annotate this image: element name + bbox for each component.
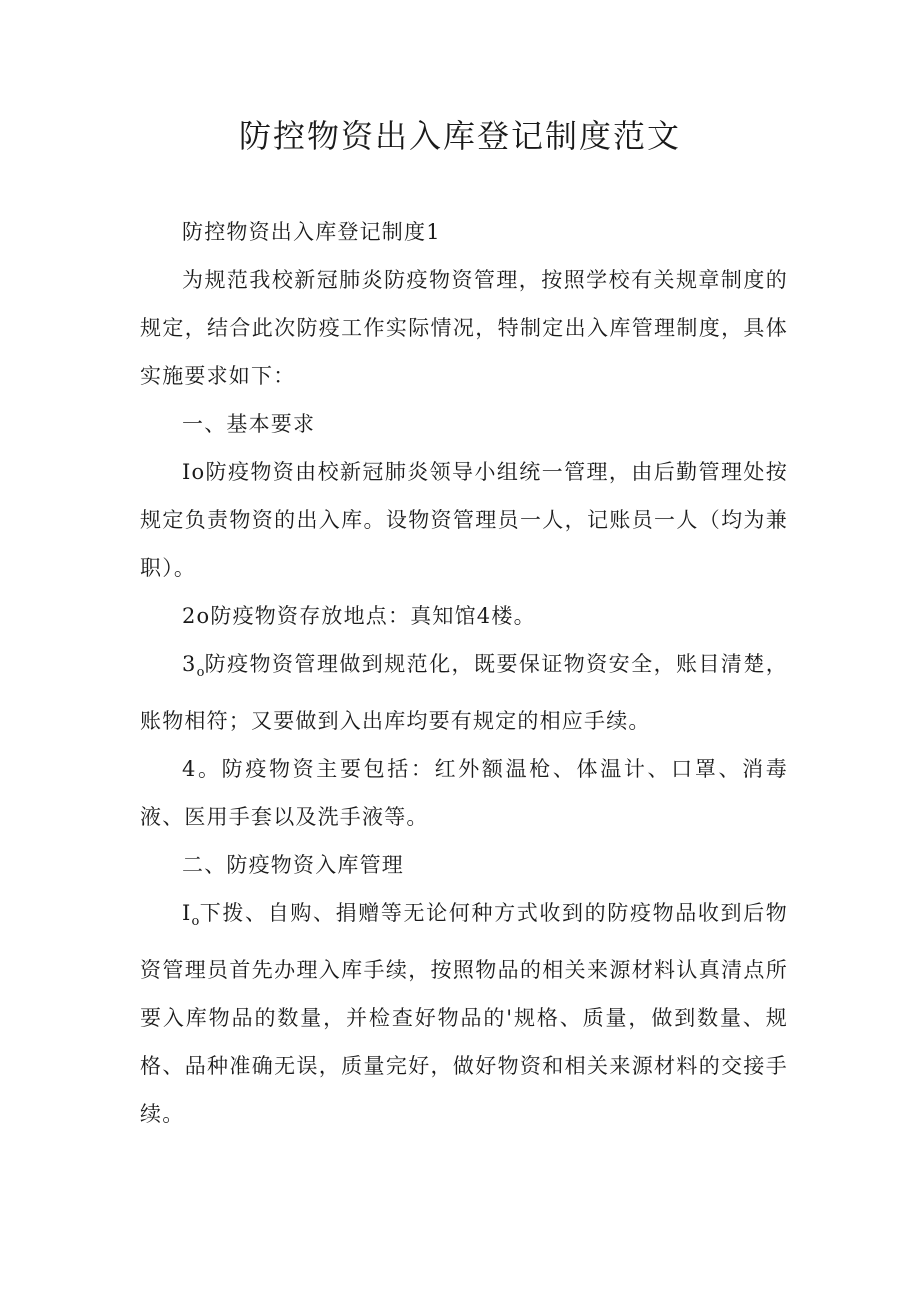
- document-title: 防控物资出入库登记制度范文: [238, 117, 681, 155]
- clause-1: Io防疫物资由校新冠肺炎领导小组统一管理，由后勤管理处按规定负责物资的出入库。设物资管理员一人，记账员一人（均为兼职）。: [140, 460, 788, 580]
- clause-3-text: 防疫物资管理做到规范化，既要保证物资安全，账目清楚，账物相符；又要做到入出库均要有规定的相应手续。: [140, 652, 788, 733]
- document-body: [140, 208, 788, 1138]
- inbound-clause-1-number: I: [182, 901, 192, 925]
- clause-3-number: 3: [182, 652, 197, 676]
- inbound-clause-1-text: 下拨、自购、捐赠等无论何种方式收到的防疫物品收到后物资管理员首先办理入库手续，按照物品的相关来源材料认真清点所要入库物品的数量，并检查好物品的'规格、质量，做到数量、规格、品种准确无误，质量完好，做好物资和相关来源材料的交接手续。: [140, 901, 788, 1126]
- clause-3: [140, 640, 788, 745]
- intro-paragraph: 为规范我校新冠肺炎防疫物资管理，按照学校有关规章制度的规定，结合此次防疫工作实际情况，特制定出入库管理制度，具体实施要求如下：: [140, 268, 788, 388]
- clause-4: 4。防疫物资主要包括：红外额温枪、体温计、口罩、消毒液、医用手套以及洗手液等。: [140, 757, 788, 829]
- clause-2: 2o防疫物资存放地点：真知馆4楼。: [182, 604, 536, 628]
- clause-3-subscript: o: [196, 665, 205, 680]
- section-heading-inbound-management: 二、防疫物资入库管理: [182, 853, 404, 877]
- inbound-clause-1-subscript: o: [191, 914, 200, 929]
- section-heading-basic-requirements: 一、基本要求: [182, 412, 316, 436]
- inbound-clause-1: [140, 889, 788, 1138]
- section-heading-1: 防控物资出入库登记制度1: [182, 220, 441, 244]
